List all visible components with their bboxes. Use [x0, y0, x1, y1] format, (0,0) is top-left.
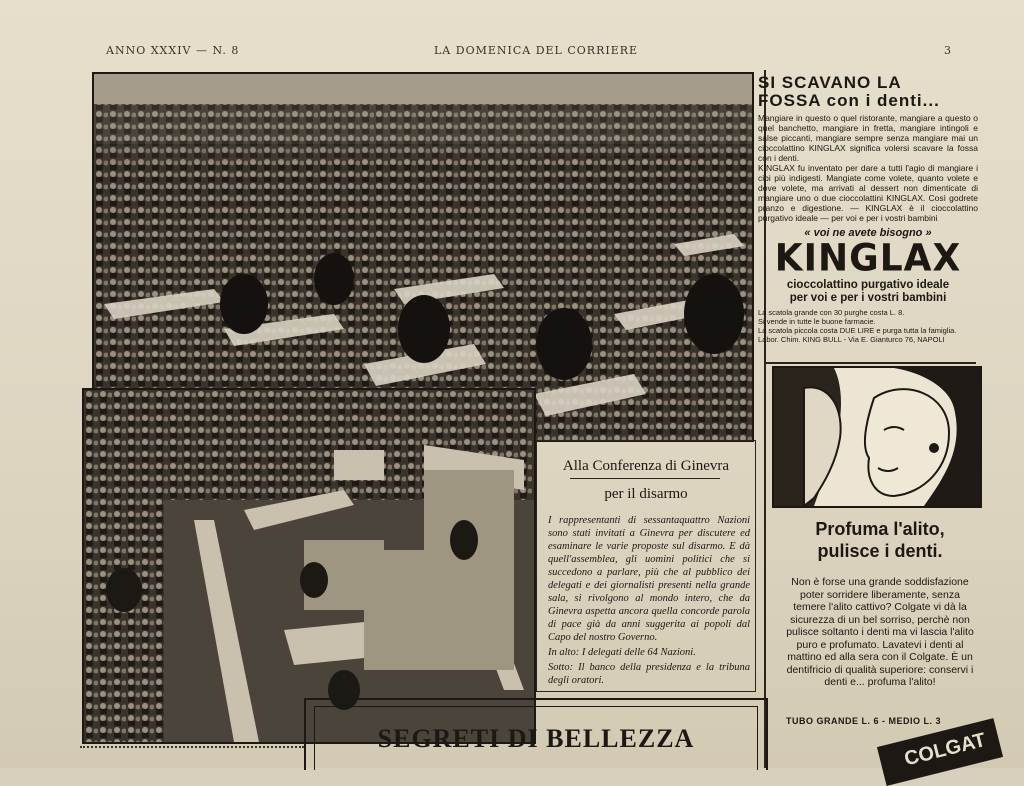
photo-presidency [82, 388, 536, 744]
kinglax-body: Mangiare in questo o quel ristorante, mangiare a questo o quel banchetto, mangiare in fretta, mangiare intingoli e salse piccanti, mangiare sempre senza mangiare mai un cioccolattino KINGLAX significa volersi scavare la fossa con i denti. [758, 113, 978, 163]
colgate-title-2: pulisce i denti. [817, 541, 943, 561]
page-number: 3 [944, 44, 952, 57]
colgate-prices: TUBO GRANDE L. 6 - MEDIO L. 3 [786, 716, 942, 726]
article-paragraph: I rappresentanti di sessantaquattro Nazioni sono stati invitati a Ginevra per discutere ed esaminare le varie proposte sul disarmo. E dà quell'assemblea, gli uomini politici che si succedono a parlare, più che al pubblico dei delegati e dei giornalisti presenti nella grande sala, si rivolgono al mondo intero, che da Ginevra aspetta ancora quella concorde parola di pace già da anni suggerita ai popoli dal Capo del nostro Governo. [548, 515, 750, 643]
kinglax-brand: KINGLAX [774, 236, 962, 280]
couple-faces-image [774, 368, 980, 506]
colgate-body: Non è forse una grande soddisfazione poter sorridere liberamente, senza temere l'alito cattivo? Colgate vi dà la sicurezza di un bel sorriso, perchè non pulisce soltanto i denti ma vi lascia l'alito puro e profumato. Lavatevi i denti al mattino ed alla sera con il Colgate. È un dentifricio di qualità superiore: conservi i denti e... profuma l'alito! [786, 576, 974, 688]
kinglax-headline-1: SI SCAVANO LA [758, 73, 902, 92]
colgate-illustration [772, 366, 982, 508]
caption-top: In alto: I delegati delle 64 Nazioni. [548, 647, 696, 658]
ad-separator [766, 362, 976, 364]
kinglax-availability: Si vende in tutte le buone farmacie. [758, 317, 876, 326]
kinglax-headline-2: FOSSA con i denti... [758, 91, 940, 110]
colgate-title-1: Profuma l'alito, [815, 519, 945, 539]
kinglax-lab: Labor. Chim. KING BULL - Via E. Gianturco 76, NAPOLI [758, 335, 945, 344]
dotted-rule [80, 746, 304, 748]
kinglax-body-2: KINGLAX fu inventato per dare a tutti l'agio di mangiare i cibi più indigesti. Mangiate come volete, quanto volete e dove volete, ma arrivati al dessert non dimenticate di mangiare uno o due cioccolattini KINGLAX. Così godrete pranzo e digestione. — KINGLAX è il cioccolattino purgativo ideale — per voi e per i vostri bambini [758, 163, 978, 223]
masthead: LA DOMENICA DEL CORRIERE [434, 44, 639, 57]
issue-number: ANNO XXXIV — N. 8 [106, 44, 240, 57]
kinglax-tagline: « voi ne avete bisogno » [804, 227, 932, 239]
kinglax-subtitle-2: per voi e per i vostri bambini [789, 292, 947, 304]
tribune-image [84, 390, 534, 742]
segreti-title: SEGRETI DI BELLEZZA [377, 724, 695, 753]
kinglax-small-price: La scatola piccola costa DUE LIRE e purga tutta la famiglia. [758, 326, 957, 335]
article-body [548, 514, 750, 689]
article-title-line1: Alla Conferenza di Ginevra [562, 458, 730, 474]
article-title-line2: per il disarmo [604, 486, 688, 502]
colgate-tube-label: COLGAT [902, 728, 988, 771]
caption-bottom: Sotto: Il banco della presidenza e la tribuna degli oratori. [548, 662, 750, 686]
kinglax-ad [758, 74, 978, 344]
photo-delegates [92, 72, 754, 442]
colgate-title [780, 518, 980, 562]
segreti-box [304, 698, 768, 770]
kinglax-price: La scatola grande con 30 purghe costa L. 8. [758, 308, 905, 317]
title-rule [570, 478, 720, 479]
assembly-hall-image [94, 74, 752, 440]
kinglax-subtitle-1: cioccolattino purgativo ideale [786, 279, 950, 291]
